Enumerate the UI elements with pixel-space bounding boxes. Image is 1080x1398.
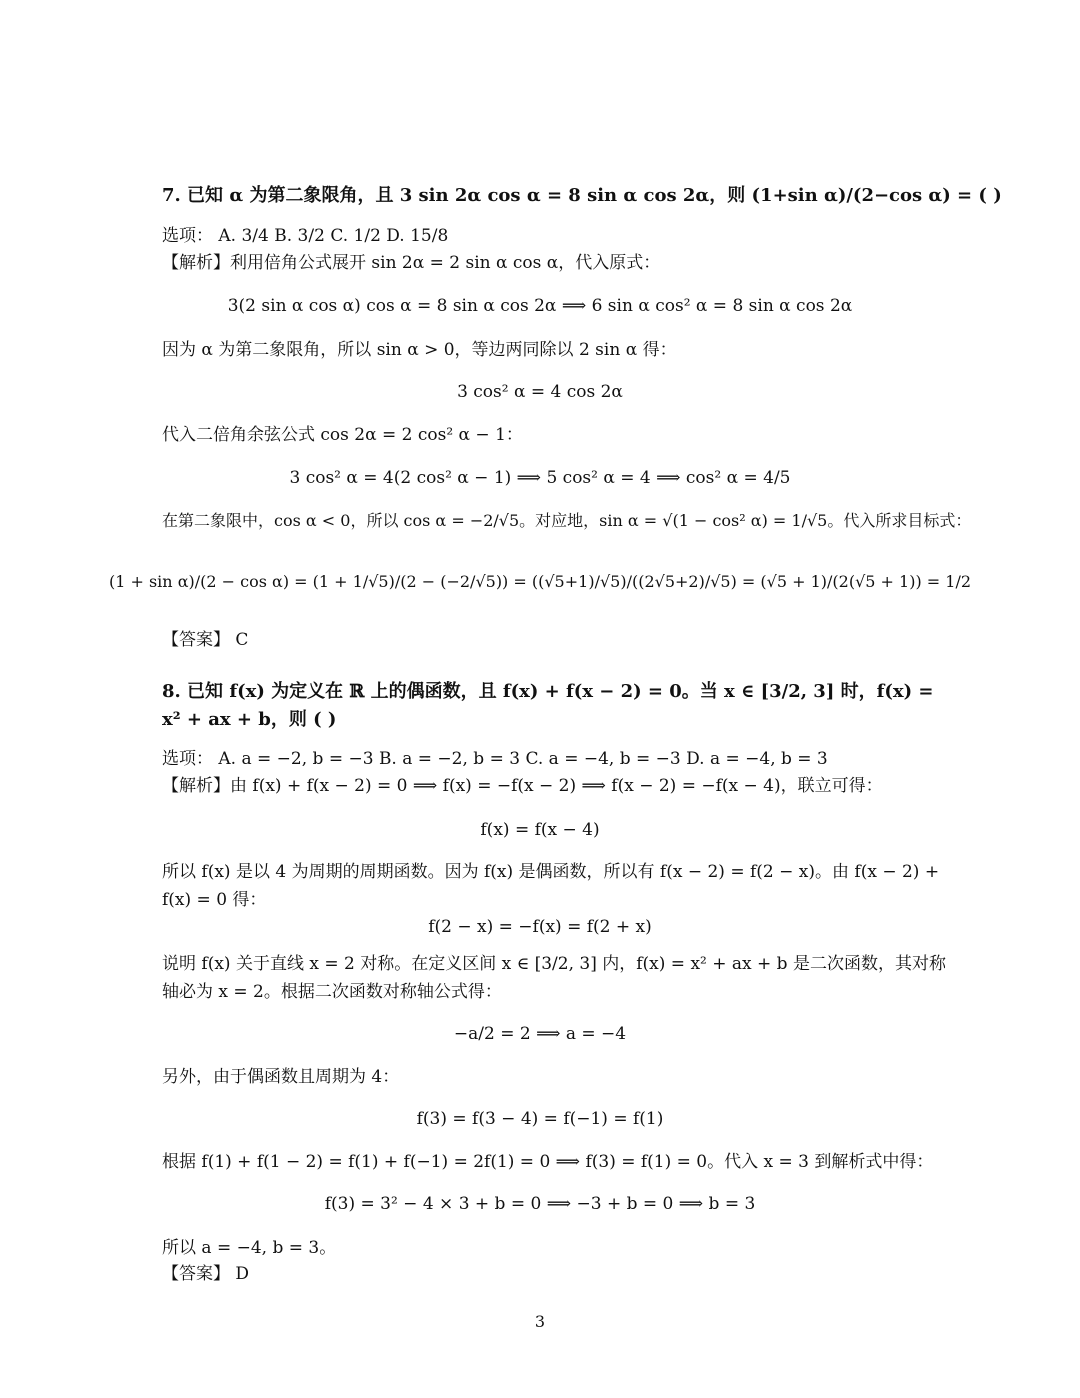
q7-text-4: 在第二象限中，cos α < 0，所以 cos α = −2/√5。对应地，sin α = √(1 − cos² α) = 1/√5。代入所求目标式： [162,511,972,530]
q8-equation-1: f(x) = f(x − 4) [480,820,600,840]
question-8-title-line-2: x² + ax + b，则 ( ) [162,709,337,730]
q7-equation-2: 3 cos² α = 4 cos 2α [457,382,623,402]
q8-equation-2: f(2 − x) = −f(x) = f(2 + x) [428,917,652,937]
q7-equation-1: 3(2 sin α cos α) cos α = 8 sin α cos 2α ⟹ 6 sin α cos² α = 8 sin α cos 2α [227,296,853,316]
q8-text-8: 所以 a = −4, b = 3。 [162,1238,337,1258]
q8-analysis-intro: 【解析】由 f(x) + f(x − 2) = 0 ⟹ f(x) = −f(x − 2) ⟹ f(x − 2) = −f(x − 4)，联立可得： [162,776,883,796]
q8-text-6: 另外，由于偶函数且周期为 4： [162,1067,400,1087]
q8-equation-4: f(3) = f(3 − 4) = f(−1) = f(1) [416,1109,664,1129]
question-8-title-line-1: 8. 已知 f(x) 为定义在 ℝ 上的偶函数，且 f(x) + f(x − 2) = 0。当 x ∈ [3/2, 3] 时，f(x) = [162,681,934,702]
q8-equation-3: −a/2 = 2 ⟹ a = −4 [453,1024,627,1044]
question-7-options: 选项： A. 3/4 B. 3/2 C. 1/2 D. 15/8 [162,226,449,246]
q8-answer: 【答案】 D [162,1264,250,1284]
q7-equation-4: (1 + sin α)/(2 − cos α) = (1 + 1/√5)/(2 − (−2/√5)) = ((√5+1)/√5)/((2√5+2)/√5) = (√5 + 1)/(2(√5 + 1)) = 1/2 [108,572,972,591]
page-number: 3 [534,1312,546,1331]
q7-analysis-intro: 【解析】利用倍角公式展开 sin 2α = 2 sin α cos α，代入原式： [162,253,661,273]
q8-equation-5: f(3) = 3² − 4 × 3 + b = 0 ⟹ −3 + b = 0 ⟹ b = 3 [324,1194,756,1214]
q7-text-2: 因为 α 为第二象限角，所以 sin α > 0，等边两同除以 2 sin α 得： [162,340,677,360]
question-8-options: 选项： A. a = −2, b = −3 B. a = −2, b = 3 C. a = −4, b = −3 D. a = −4, b = 3 [162,749,828,769]
q8-text-3: f(x) = 0 得： [162,890,267,910]
q8-text-7: 根据 f(1) + f(1 − 2) = f(1) + f(−1) = 2f(1) = 0 ⟹ f(3) = f(1) = 0。代入 x = 3 到解析式中得： [162,1152,934,1172]
q8-text-4: 说明 f(x) 关于直线 x = 2 对称。在定义区间 x ∈ [3/2, 3] 内，f(x) = x² + ax + b 是二次函数，其对称 [162,954,946,974]
q7-answer: 【答案】 C [162,630,249,650]
q7-text-3: 代入二倍角余弦公式 cos 2α = 2 cos² α − 1： [162,425,523,445]
q7-equation-3: 3 cos² α = 4(2 cos² α − 1) ⟹ 5 cos² α = 4 ⟹ cos² α = 4/5 [289,468,791,488]
q8-text-2: 所以 f(x) 是以 4 为周期的周期函数。因为 f(x) 是偶函数，所以有 f(x − 2) = f(2 − x)。由 f(x − 2) + [162,862,940,882]
question-7-title: 7. 已知 α 为第二象限角，且 3 sin 2α cos α = 8 sin α cos 2α，则 (1+sin α)/(2−cos α) = ( ) [162,185,1002,206]
q8-text-5: 轴必为 x = 2。根据二次函数对称轴公式得： [162,982,502,1002]
